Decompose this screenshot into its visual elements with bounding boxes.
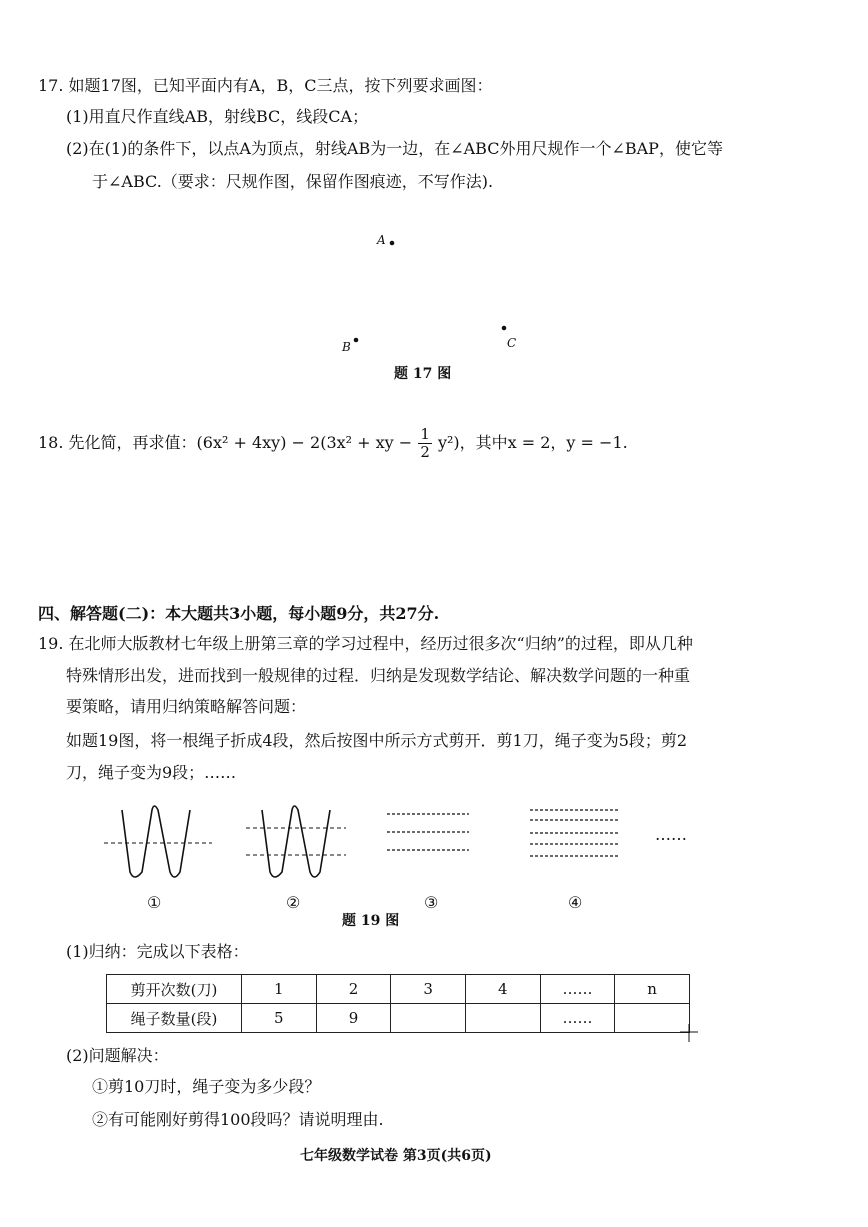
table-cell: n [615,975,690,1004]
table-cell-blank [615,1004,690,1033]
q17-figure-caption: 题 17 图 [394,366,452,382]
table-header-cuts: 剪开次数(刀) [107,975,242,1004]
table-row-cuts [107,975,690,1004]
rope-figure-ellipsis: …… [655,825,687,844]
table-cell: 4 [465,975,540,1004]
rope-figure-1 [100,800,220,890]
q19-sub2: ②有可能刚好剪得100段吗？请说明理由. [92,1110,384,1129]
q18-expression [38,426,628,461]
q18-frac-num: 1 [420,425,430,443]
cuts-segments-table [106,974,690,1033]
table-cell: …… [540,1004,615,1033]
q19-line5: 刀，绳子变为9段；…… [66,763,237,782]
point-a-label: A [377,233,386,247]
point-c-label: C [507,336,517,350]
q19-sub1: ①剪10刀时，绳子变为多少段？ [92,1077,321,1096]
q19-line4: 如题19图，将一根绳子折成4段，然后按图中所示方式剪开．剪1刀，绳子变为5段；剪2 [66,731,688,750]
table-cell: 3 [391,975,466,1004]
q18-prefix: 18. 先化简，再求值：(6x² + 4xy) − 2(3x² + xy − [38,433,413,452]
q19-part1: (1)归纳：完成以下表格： [66,942,249,961]
q19-line3: 要策略，请用归纳策略解答问题： [66,697,307,716]
q17-stem: 17. 如题17图，已知平面内有A，B，C三点，按下列要求画图： [38,76,493,95]
figure-label-2: ② [286,893,301,912]
table-cell-blank [391,1004,466,1033]
table-cell: …… [540,975,615,1004]
table-corner-mark [680,1024,700,1044]
point-b-dot [352,336,360,344]
q17-part1: (1)用直尺作直线AB，射线BC，线段CA； [66,107,369,126]
point-c-dot [500,324,508,332]
q17-part2-line2: 于∠ABC.（要求：尺规作图，保留作图痕迹，不写作法). [92,172,494,191]
rope-figure-3 [385,808,475,868]
figure-label-1: ① [147,893,162,912]
point-b-label: B [342,340,351,354]
table-row-segments [107,1004,690,1033]
q18-frac-den: 2 [420,443,430,461]
q18-suffix: y²)，其中x = 2，y = −1. [437,433,628,452]
q17-part2-line1: (2)在(1)的条件下，以点A为顶点，射线AB为一边，在∠ABC外用尺规作一个∠BAP，使它等 [66,139,723,158]
q19-line2: 特殊情形出发，进而找到一般规律的过程．归纳是发现数学结论、解决数学问题的一种重 [66,666,691,685]
q19-line1: 19. 在北师大版教材七年级上册第三章的学习过程中，经历过很多次“归纳”的过程，即从几种 [38,634,693,653]
table-cell-blank [465,1004,540,1033]
page-footer: 七年级数学试卷 第3页(共6页) [300,1148,492,1164]
section4-heading: 四、解答题(二)：本大题共3小题，每小题9分，共27分. [38,604,440,623]
figure-label-3: ③ [424,893,439,912]
table-header-segments: 绳子数量(段) [107,1004,242,1033]
rope-figure-4 [528,804,623,868]
rope-figure-2 [240,800,360,890]
q18-fraction [418,426,432,461]
table-cell: 1 [242,975,317,1004]
figure-label-4: ④ [568,893,583,912]
table-cell: 9 [316,1004,391,1033]
q19-part2: (2)问题解决： [66,1046,169,1065]
table-cell: 5 [242,1004,317,1033]
q19-figure-caption: 题 19 图 [342,913,400,929]
table-cell: 2 [316,975,391,1004]
point-a-dot [388,239,396,247]
